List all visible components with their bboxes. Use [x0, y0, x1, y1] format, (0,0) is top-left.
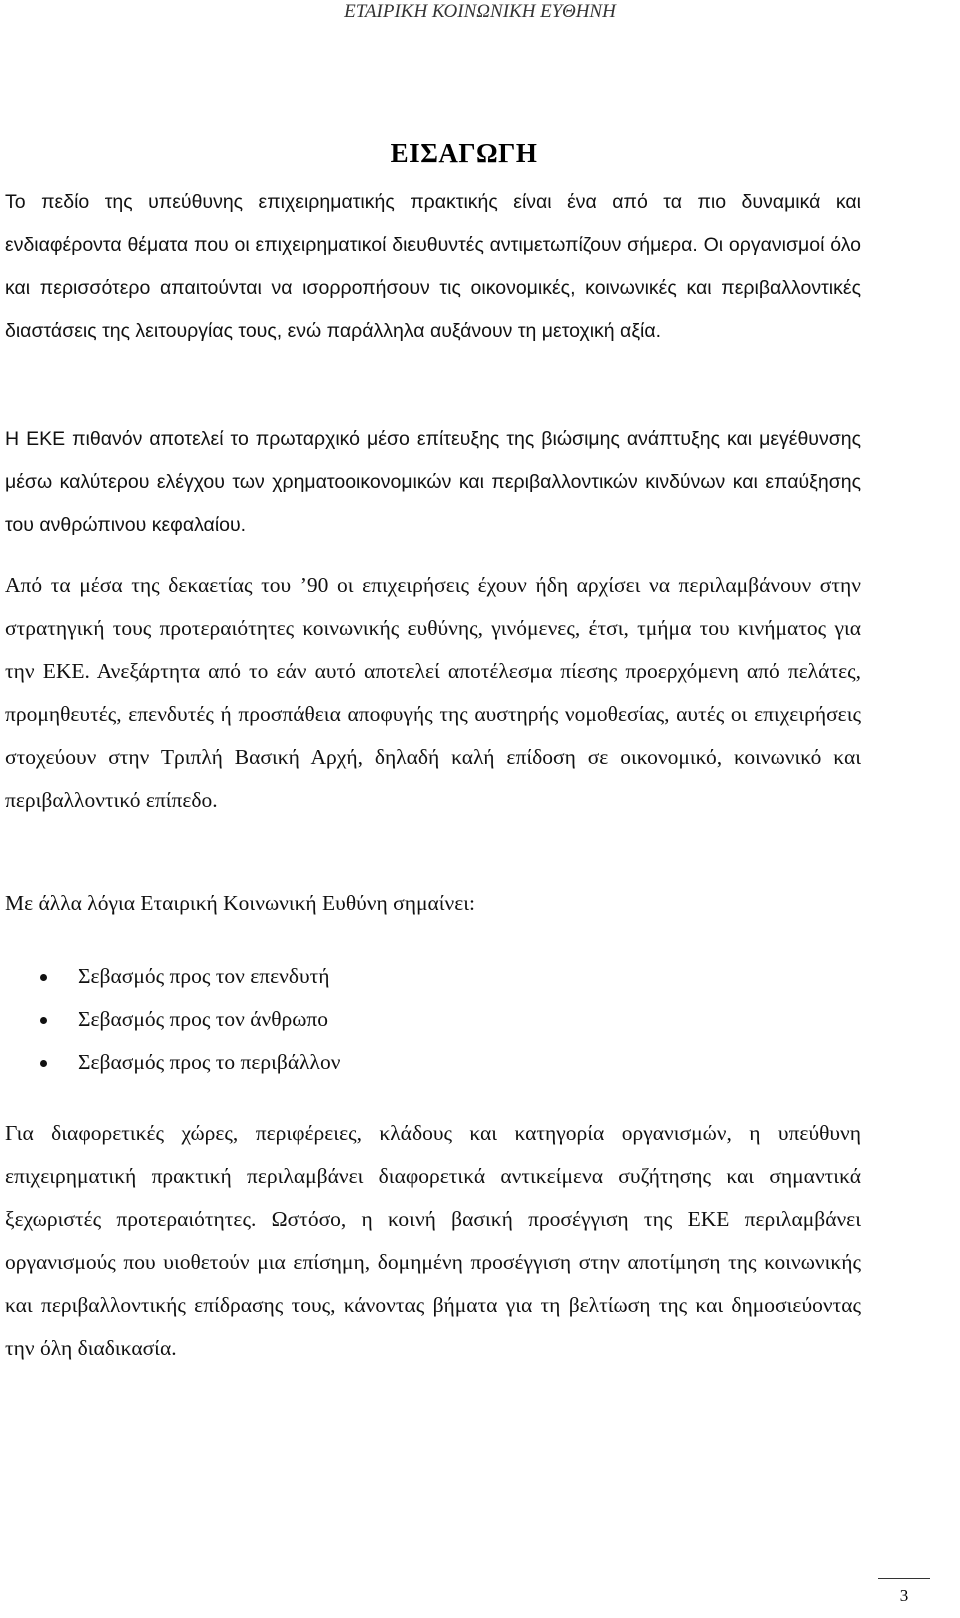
bullet-icon [40, 1060, 47, 1067]
page-title: ΕΙΣΑΓΩΓΗ [390, 138, 538, 168]
list-item-text: Σεβασμός προς το περιβάλλον [78, 1050, 341, 1074]
running-header: ΕΤΑΙΡΙΚΗ ΚΟΙΝΩΝΙΚΗ ΕΥΘΗΝΗ [344, 1, 616, 22]
bullet-icon [40, 1017, 47, 1024]
list-item [0, 955, 340, 998]
list-item [0, 1041, 340, 1084]
list-item-text: Σεβασμός προς τον άνθρωπο [78, 1007, 328, 1031]
list-item-text: Σεβασμός προς τον επενδυτή [78, 964, 330, 988]
bullet-icon [40, 974, 47, 981]
intro-paragraph: Το πεδίο της υπεύθυνης επιχειρηματικής πρακτικής είναι ένα από τα πιο δυναμικά και ενδιαφέροντα θέματα που οι επιχειρηματικοί διευθυντές αντιμετωπίζουν σήμερα. Οι οργανισμοί όλο και περισσότερο απαιτούνται να ισορροπήσουν τις οικονομικές, κοινωνικές και περιβαλλοντικές διαστάσεις της λειτουργίας τους, ενώ παράλληλα αυξάνουν τη μετοχική αξία. [5, 191, 861, 342]
footer-rule [878, 1578, 930, 1579]
list-intro-paragraph: Με άλλα λόγια Εταιρική Κοινωνική Ευθύνη σημαίνει: [5, 891, 476, 915]
page-number: 3 [899, 1586, 909, 1605]
list-item [0, 998, 340, 1041]
respect-bullet-list [0, 955, 340, 1084]
history-paragraph: Από τα μέσα της δεκαετίας του ’90 οι επιχειρήσεις έχουν ήδη αρχίσει να περιλαμβάνουν στην στρατηγική τους προτεραιότητες κοινωνικής ευθύνης, γινόμενες, έτσι, τμήμα του κινήματος για την ΕΚΕ. Ανεξάρτητα από το εάν αυτό αποτελεί αποτέλεσμα πίεσης προερχόμενη από πελάτες, προμηθευτές, επενδυτές ή προσπάθεια αποφυγής της αυστηρής νομοθεσίας, αυτές οι επιχειρήσεις στοχεύουν στην Τριπλή Βασική Αρχή, δηλαδή καλή επίδοση σε οικονομικό, κοινωνικό και περιβαλλοντικό επίπεδο. [5, 573, 861, 812]
ekm-definition-paragraph: Η ΕΚΕ πιθανόν αποτελεί το πρωταρχικό μέσο επίτευξης της βιώσιμης ανάπτυξης και μεγέθυνσης μέσω καλύτερου ελέγχου των χρηματοοικονομικών και περιβαλλοντικών κινδύνων και επαύξησης του ανθρώπινου κεφαλαίου. [5, 428, 861, 536]
approach-paragraph: Για διαφορετικές χώρες, περιφέρειες, κλάδους και κατηγορία οργανισμών, η υπεύθυνη επιχειρηματική πρακτική περιλαμβάνει διαφορετικά αντικείμενα συζήτησης και σημαντικά ξεχωριστές προτεραιότητες. Ωστόσο, η κοινή βασική προσέγγιση της ΕΚΕ περιλαμβάνει οργανισμούς που υιοθετούν μια επίσημη, δομημένη προσέγγιση στην αποτίμηση της κοινωνικής και περιβαλλοντικής επίδρασης τους, κάνοντας βήματα για τη βελτίωση της και δημοσιεύοντας την όλη διαδικασία. [5, 1121, 861, 1360]
